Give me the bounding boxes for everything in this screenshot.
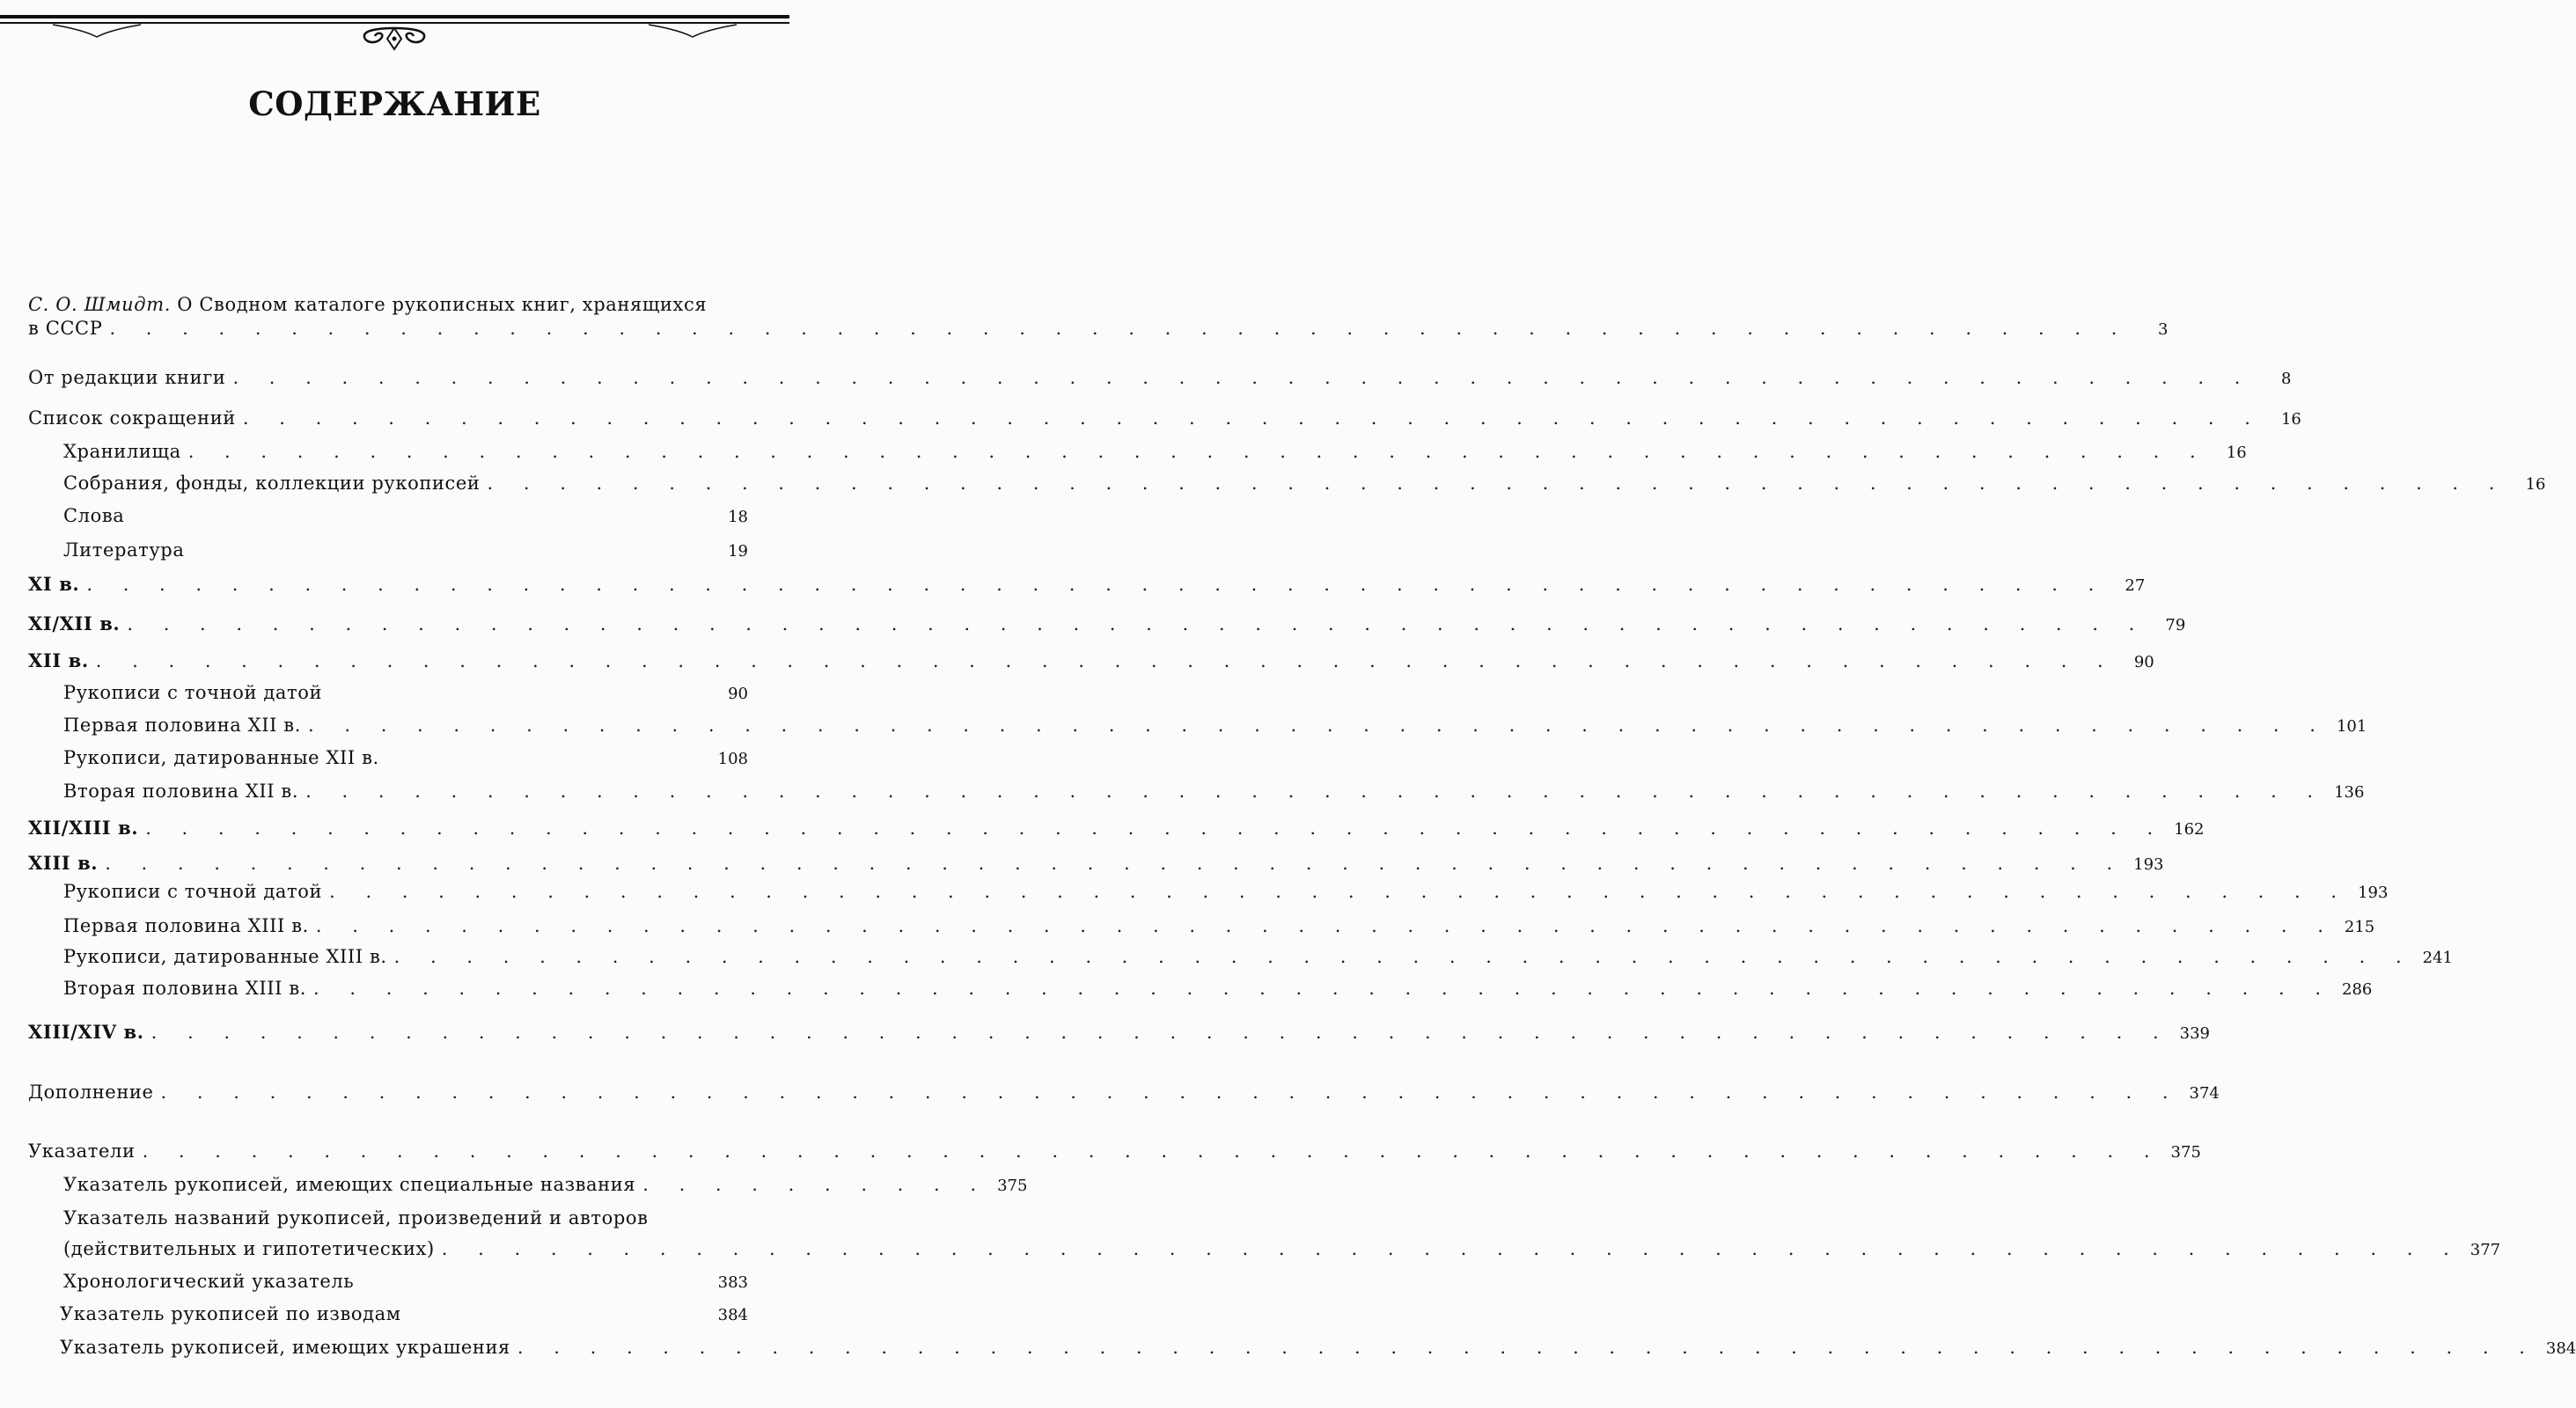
toc-entry-label: От редакции книги: [28, 367, 226, 388]
toc-entry-century[interactable]: [28, 1021, 2210, 1045]
toc-entry[interactable]: [63, 440, 2247, 465]
toc-entry-label: Рукописи с точной датой: [63, 682, 323, 703]
toc-entry-page: 384: [2545, 1339, 2576, 1358]
toc-entry-label: Указатель рукописей по изводам: [60, 1303, 401, 1324]
toc-entry-label: Хронологический указатель: [63, 1271, 355, 1292]
leader-dots: . . . . . . . . . . . . . . . . . . . . . . . . . . . . . . . . . . . . . . . . . . . . . . . . . . . . . . . .: [127, 613, 2147, 634]
toc-entry-century[interactable]: [28, 649, 2154, 674]
toc-entry-page: 16: [2525, 475, 2546, 494]
toc-entry-label: Указатель рукописей, имеющих украшения: [60, 1337, 510, 1358]
toc-entry[interactable]: [63, 945, 2453, 970]
toc-entry-page: 16: [2280, 410, 2301, 429]
toc-entry-page: 383: [717, 1273, 748, 1292]
toc-entry-first[interactable]: [28, 317, 2169, 341]
leader-dots: . . . . . . . . . . . . . . . . . . . . . . . . . . . . . . . . . . . . . . . . . . . . . . . . . . . . . . . .: [105, 853, 2125, 874]
toc-entry-page: 193: [2133, 855, 2164, 874]
toc-entry-label: Рукописи с точной датой: [63, 881, 323, 902]
first-entry-line1: [28, 293, 748, 316]
toc-entry-page: 375: [997, 1177, 1028, 1195]
toc-entry[interactable]: [63, 914, 2375, 939]
toc-entry[interactable]: [60, 1336, 2576, 1360]
toc-entry-page: 241: [2422, 949, 2453, 967]
leader-dots: . . . . . . . . . .: [642, 1174, 989, 1195]
toc-entry[interactable]: [63, 1173, 1028, 1198]
author-name: С. О. Шмидт.: [28, 294, 171, 315]
toc-entry[interactable]: [63, 977, 2373, 1001]
toc-entry-label: Первая половина XII в.: [63, 715, 301, 736]
toc-entry-label: Слова: [63, 505, 125, 526]
toc-entry-page: 377: [2470, 1241, 2501, 1259]
toc-entry[interactable]: [28, 1081, 2220, 1105]
toc-entry[interactable]: [63, 780, 2365, 804]
toc-entry-page: 79: [2165, 616, 2186, 634]
toc-entry-page: 374: [2189, 1084, 2220, 1103]
toc-entry-label: Хранилища: [63, 441, 181, 462]
toc-entry-label: Литература: [63, 539, 185, 561]
toc-entry[interactable]: [28, 407, 2301, 431]
toc-entry[interactable]: [60, 1302, 748, 1327]
toc-entry-page: 27: [2125, 576, 2146, 595]
leader-dots: . . . . . . . . . . . . . . . . . . . . . . . . . . . . . . . . . . . . . . . . . . . . . . . . . . . . . . . .: [315, 915, 2336, 936]
leader-dots: . . . . . . . . . . . . . . . . . . . . . . . . . . . . . . . . . . . . . . . . . . . . . . . . . . . . . . . .: [242, 407, 2263, 429]
leader-dots: . . . . . . . . . . . . . . . . . . . . . . . . . . . . . . . . . . . . . . . . . . . . . . . . . . . . . . . .: [313, 978, 2333, 999]
leader-dots: . . . . . . . . . . . . . . . . . . . . . . . . . . . . . . . . . . . . . . . . . . . . . . . . . . . . . . . .: [393, 946, 2414, 967]
toc-entry-line: Указатель названий рукописей, произведений и авторов: [63, 1207, 649, 1228]
toc-entry-label: XIII в.: [28, 852, 99, 874]
toc-entry-label: Указатели: [28, 1140, 136, 1162]
toc-entry[interactable]: [63, 714, 2367, 738]
toc-entry[interactable]: [63, 472, 2546, 496]
toc-entry-page: 19: [728, 542, 748, 561]
toc-entry[interactable]: [63, 746, 748, 771]
toc-entry-label: XIII/XIV в.: [28, 1021, 144, 1043]
toc-entry-century[interactable]: [28, 612, 2186, 637]
toc-entry-page: 193: [2358, 884, 2389, 902]
toc-entry-label: XII/XIII в.: [28, 817, 139, 839]
leader-dots: . . . . . . . . . . . . . . . . . . . . . . . . . . . . . . . . . . . . . . . . . . . . . . . . . . . . . . . .: [305, 781, 2326, 802]
toc-entry-label: XI в.: [28, 573, 80, 595]
toc-entry[interactable]: [63, 1237, 2501, 1262]
toc-entry-page: 3: [2157, 320, 2169, 339]
toc-entry-label: Рукописи, датированные XII в.: [63, 747, 379, 768]
leader-dots: . . . . . . . . . . . . . . . . . . . . . . . . . . . . . . . . . . . . . . . . . . . . . . . . . . . . . . . .: [145, 818, 2166, 839]
leader-dots: . . . . . . . . . . . . . . . . . . . . . . . . . . . . . . . . . . . . . . . . . . . . . . . . . . . . . . . .: [232, 367, 2253, 388]
toc-entry-page: 162: [2174, 820, 2205, 839]
toc-entry-page: 16: [2226, 444, 2247, 462]
toc-entry-page: 215: [2344, 918, 2375, 936]
toc-entry-label: Собрания, фонды, коллекции рукописей: [63, 473, 481, 494]
toc-entry-page: 101: [2336, 717, 2367, 736]
toc-entry[interactable]: [63, 681, 748, 706]
toc-entry-century[interactable]: [28, 817, 2205, 841]
toc-entry[interactable]: [63, 1270, 748, 1294]
toc-entry-page: 8: [2280, 370, 2292, 388]
toc-entry-page: 90: [2133, 653, 2154, 671]
toc-entry[interactable]: [63, 504, 748, 529]
toc-entry-page: 18: [728, 508, 748, 526]
toc-entry-page: 136: [2334, 783, 2365, 802]
toc-entry-page: 286: [2342, 980, 2373, 999]
leader-dots: . . . . . . . . . . . . . . . . . . . . . . . . . . . . . . . . . . . . . . . . . . . . . . . . . . . . . . . .: [95, 650, 2116, 671]
toc-entry-page: 108: [717, 750, 748, 768]
leader-dots: . . . . . . . . . . . . . . . . . . . . . . . . . . . . . . . . . . . . . . . . . . . . . . . . . . . . . . . .: [160, 1082, 2181, 1103]
leader-dots: . . . . . . . . . . . . . . . . . . . . . . . . . . . . . . . . . . . . . . . . . . . . . . . . . . . . . . . .: [308, 715, 2328, 736]
toc-entry[interactable]: [28, 366, 2292, 391]
leader-dots: . . . . . . . . . . . . . . . . . . . . . . . . . . . . . . . . . . . . . . . . . . . . . . . . . . . . . . . .: [150, 1022, 2171, 1043]
toc-entry-century[interactable]: [28, 852, 2164, 876]
page-title: СОДЕРЖАНИЕ: [248, 84, 541, 123]
first-entry-title: О Сводном каталоге рукописных книг, хранящихся: [177, 294, 708, 315]
toc-entry-label: XII в.: [28, 649, 89, 671]
toc-entry[interactable]: [63, 539, 748, 563]
toc-entry-label: XI/XII в.: [28, 612, 121, 634]
toc-entry-page: 339: [2179, 1024, 2210, 1043]
toc-entry-page: 384: [717, 1306, 748, 1324]
toc-entry-label: Вторая половина XII в.: [63, 781, 299, 802]
toc-entry-label: Список сокращений: [28, 407, 236, 429]
leader-dots: . . . . . . . . . . . . . . . . . . . . . . . . . . . . . . . . . . . . . . . . . . . . . . . . . . . . . . . .: [487, 473, 2507, 494]
toc-entry-century[interactable]: [28, 573, 2146, 598]
leader-dots: . . . . . . . . . . . . . . . . . . . . . . . . . . . . . . . . . . . . . . . . . . . . . . . . . . . . . . . .: [517, 1337, 2537, 1358]
toc-entry[interactable]: [63, 880, 2389, 905]
leader-dots: . . . . . . . . . . . . . . . . . . . . . . . . . . . . . . . . . . . . . . . . . . . . . . . . . . . . . . . .: [329, 881, 2350, 902]
toc-entry-label: Дополнение: [28, 1082, 154, 1103]
toc-entry-page: 375: [2170, 1143, 2201, 1162]
toc-entry-label: в СССР: [28, 318, 103, 339]
toc-entry-label: Рукописи, датированные XIII в.: [63, 946, 387, 967]
toc-entry-page: 90: [728, 685, 748, 703]
leader-dots: . . . . . . . . . . . . . . . . . . . . . . . . . . . . . . . . . . . . . . . . . . . . . . . . . . . . . . . .: [441, 1238, 2462, 1259]
leader-dots: . . . . . . . . . . . . . . . . . . . . . . . . . . . . . . . . . . . . . . . . . . . . . . . . . . . . . . . .: [86, 574, 2107, 595]
toc-entry-label: Вторая половина XIII в.: [63, 978, 307, 999]
leader-dots: . . . . . . . . . . . . . . . . . . . . . . . . . . . . . . . . . . . . . . . . . . . . . . . . . . . . . . . .: [109, 318, 2130, 339]
toc-entry-label: (действительных и гипотетических): [63, 1238, 435, 1259]
toc-entry[interactable]: [28, 1140, 2201, 1164]
toc-entry-label: Первая половина XIII в.: [63, 915, 309, 936]
leader-dots: . . . . . . . . . . . . . . . . . . . . . . . . . . . . . . . . . . . . . . . . . . . . . . . . . . . . . . . .: [142, 1140, 2162, 1162]
toc-entry-label: Указатель рукописей, имеющих специальные названия: [63, 1174, 636, 1195]
leader-dots: . . . . . . . . . . . . . . . . . . . . . . . . . . . . . . . . . . . . . . . . . . . . . . . . . . . . . . . .: [187, 441, 2208, 462]
